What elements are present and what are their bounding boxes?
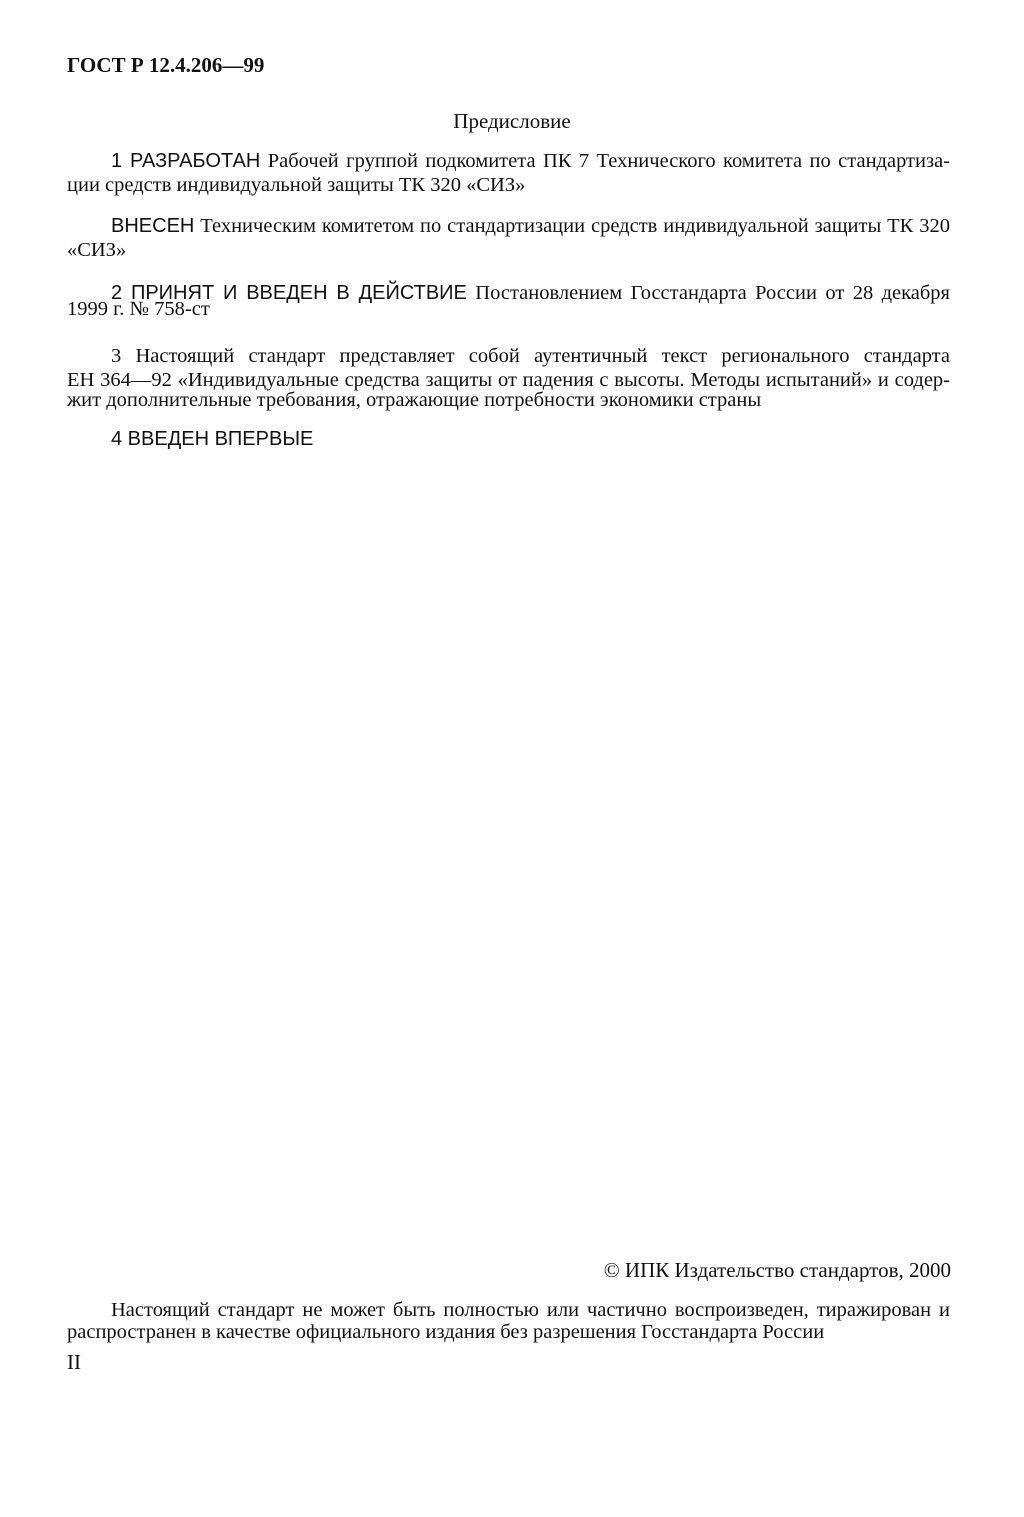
item3-line1: 3 Настоящий стандарт представляет собой аутентичный текст регионального стандарта [111, 345, 950, 367]
item2-marker: 2 ПРИНЯТ И ВВЕДЕН В ДЕЙСТВИЕ [111, 282, 467, 304]
submitted-line1 [67, 214, 950, 238]
item3-line3: жит дополнительные требования, отражающие потребности экономики страны [67, 389, 762, 411]
item1-line1 [67, 149, 950, 173]
page-number: II [67, 1350, 81, 1374]
submitted-line1-text: Техническим комитетом по стандартизации средств индивидуальной защиты ТК 320 [200, 215, 951, 237]
item1-line1-text: Рабочей группой подкомитета ПК 7 Технического комитета по стандартиза- [267, 150, 951, 172]
item2-line1-text: Постановлением Госстандарта России от 28 декабря [475, 282, 950, 304]
submitted-marker: ВНЕСЕН [111, 215, 195, 237]
reproduction-notice-line1: Настоящий стандарт не может быть полностью или частично воспроизведен, тиражирован и [111, 1299, 950, 1321]
item1-marker: 1 РАЗРАБОТАН [111, 150, 261, 172]
item4-marker: 4 ВВЕДЕН ВПЕРВЫЕ [111, 428, 314, 450]
reproduction-notice-line2: распространен в качестве официального издания без разрешения Госстандарта России [67, 1321, 825, 1343]
document-id: ГОСТ Р 12.4.206—99 [67, 53, 265, 77]
submitted-line2: «СИЗ» [67, 239, 127, 261]
copyright-notice: © ИПК Издательство стандартов, 2000 [603, 1258, 951, 1282]
item2-line2: 1999 г. № 758-ст [67, 298, 210, 320]
foreword-title: Предисловие [453, 109, 571, 133]
item4-line [67, 427, 950, 451]
item3-line2: ЕН 364—92 «Индивидуальные средства защиты от падения с высоты. Методы испытаний» и содер- [67, 369, 950, 391]
item1-line2: ции средств индивидуальной защиты ТК 320 «СИЗ» [67, 174, 526, 196]
